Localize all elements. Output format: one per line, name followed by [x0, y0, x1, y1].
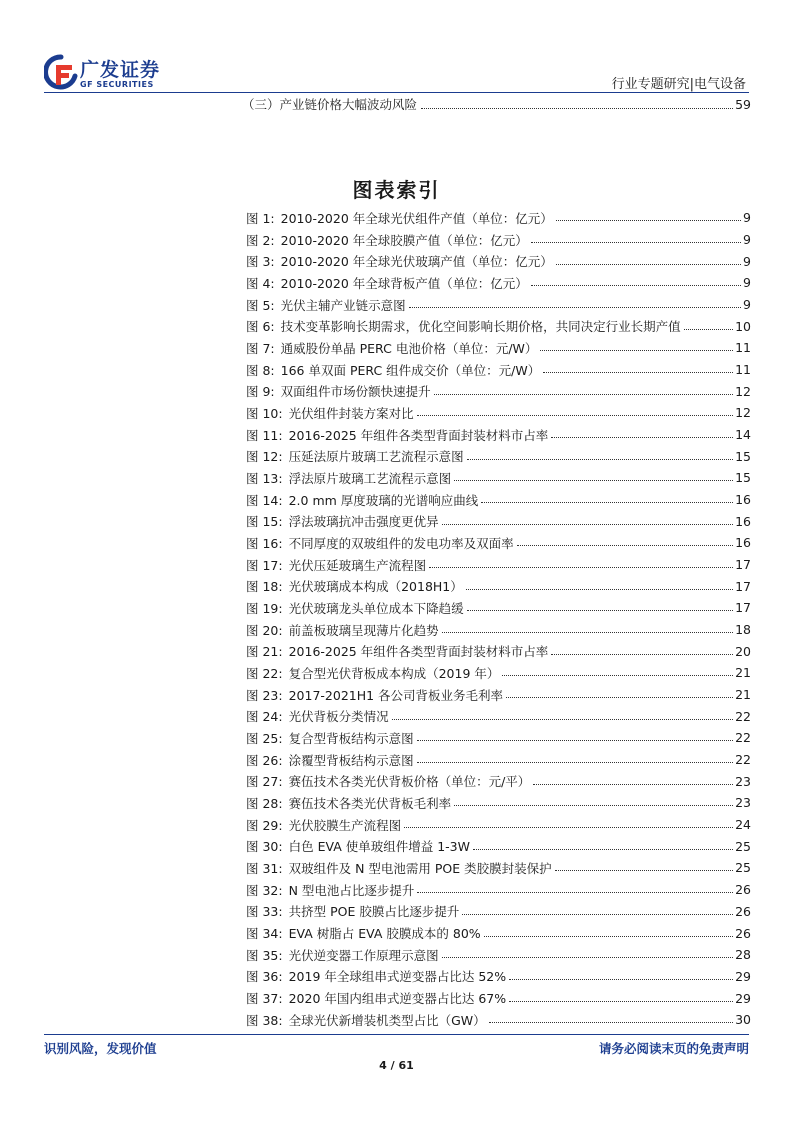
figure-page: 20: [735, 643, 751, 659]
figure-page: 26: [735, 903, 751, 919]
figure-page: 16: [735, 535, 751, 551]
figure-caption: 166 单双面 PERC 组件成交价（单位：元/W）: [280, 362, 541, 378]
figure-label: 图 38:: [246, 1012, 283, 1028]
toc-leader-dots: [417, 892, 733, 893]
figure-index-row[interactable]: [246, 966, 751, 988]
figure-label: 图 3:: [246, 254, 275, 270]
figure-index-row[interactable]: [246, 207, 751, 229]
toc-leader-dots: [556, 220, 741, 221]
figure-index-row[interactable]: [246, 727, 751, 749]
page-number: [0, 1059, 793, 1072]
figure-label: 图 23:: [246, 687, 283, 703]
toc-leader-dots: [533, 784, 733, 785]
figure-index-row[interactable]: [246, 792, 751, 814]
figure-caption: 2010-2020 年全球背板产值（单位：亿元）: [280, 275, 528, 291]
toc-leader-dots: [543, 372, 733, 373]
figure-label: 图 20:: [246, 622, 283, 638]
header-divider: [44, 92, 749, 93]
toc-leader-dots: [466, 589, 733, 590]
figure-caption: 光伏玻璃成本构成（2018H1）: [288, 579, 463, 595]
toc-leader-dots: [531, 242, 741, 243]
figure-caption: 2010-2020 年全球光伏组件产值（单位：亿元）: [280, 210, 553, 226]
toc-leader-dots: [517, 545, 733, 546]
figure-index-row[interactable]: [246, 879, 751, 901]
figure-index-row[interactable]: [246, 857, 751, 879]
toc-leader-dots: [421, 108, 733, 109]
figure-label: 图 6:: [246, 319, 275, 335]
figure-index-row[interactable]: [246, 901, 751, 923]
figure-page: 22: [735, 752, 751, 768]
figure-label: 图 18:: [246, 579, 283, 595]
figure-label: 图 12:: [246, 449, 283, 465]
figure-label: 图 26:: [246, 752, 283, 768]
figure-caption: 涂覆型背板结构示意图: [288, 752, 414, 768]
figure-caption: 2016-2025 年组件各类型背面封装材料市占率: [288, 427, 549, 443]
toc-leader-dots: [442, 957, 733, 958]
figure-label: 图 11:: [246, 427, 283, 443]
figure-caption: 2016-2025 年组件各类型背面封装材料市占率: [288, 644, 549, 660]
figure-page: 25: [735, 860, 751, 876]
figure-index-row[interactable]: [246, 272, 751, 294]
figure-page: 15: [735, 470, 751, 486]
figure-index-row[interactable]: [246, 402, 751, 424]
figure-caption: 白色 EVA 使单玻组件增益 1-3W: [288, 839, 470, 855]
figure-page: 15: [735, 448, 751, 464]
figure-index-row[interactable]: [246, 619, 751, 641]
logo-english-name: GF SECURITIES: [80, 80, 154, 89]
figure-index-row[interactable]: [246, 424, 751, 446]
figure-label: 图 27:: [246, 774, 283, 790]
figure-label: 图 24:: [246, 709, 283, 725]
toc-leader-dots: [467, 610, 733, 611]
figure-index-row[interactable]: [246, 705, 751, 727]
figure-label: 图 34:: [246, 926, 283, 941]
figure-label: 图 10:: [246, 405, 283, 421]
figure-page: 29: [735, 990, 751, 1006]
toc-leader-dots: [481, 502, 733, 503]
figure-caption: 技术变革影响长期需求，优化空间影响长期价格，共同决定行业长期产值: [280, 319, 681, 335]
figure-page: 9: [743, 210, 751, 226]
figure-label: 图 37:: [246, 991, 283, 1007]
figure-page: 18: [735, 622, 751, 638]
page-separator: /: [386, 1059, 399, 1072]
toc-leader-dots: [392, 719, 733, 720]
figure-index-row[interactable]: [246, 987, 751, 1009]
toc-entry-title: （三）产业链价格大幅波动风险: [242, 97, 418, 112]
figure-page: 9: [743, 253, 751, 269]
figure-page: 21: [735, 687, 751, 703]
figure-caption: EVA 树脂占 EVA 胶膜成本的 80%: [288, 926, 481, 941]
toc-leader-dots: [473, 849, 733, 850]
figure-index-title: 图表索引: [352, 178, 441, 202]
figure-label: 图 15:: [246, 514, 283, 530]
figure-page: 22: [735, 730, 751, 746]
figure-page: 29: [735, 968, 751, 984]
figure-label: 图 1:: [246, 210, 275, 226]
figure-caption: 2010-2020 年全球光伏玻璃产值（单位：亿元）: [280, 254, 553, 270]
figure-index-row[interactable]: [246, 250, 751, 272]
figure-index-row[interactable]: [246, 662, 751, 684]
figure-caption: 通威股份单晶 PERC 电池价格（单位：元/W）: [280, 340, 538, 356]
figure-caption: 2010-2020 年全球胶膜产值（单位：亿元）: [280, 232, 528, 248]
figure-page: 11: [735, 340, 751, 356]
figure-index-row[interactable]: [246, 337, 751, 359]
toc-leader-dots: [417, 415, 733, 416]
page-total: 61: [398, 1059, 414, 1072]
figure-page: 21: [735, 665, 751, 681]
figure-page: 14: [735, 427, 751, 443]
figure-caption: 光伏胶膜生产流程图: [288, 817, 402, 833]
figure-label: 图 36:: [246, 969, 283, 985]
toc-leader-dots: [509, 979, 733, 980]
figure-page: 12: [735, 383, 751, 399]
figure-page: 25: [735, 838, 751, 854]
toc-leader-dots: [555, 870, 733, 871]
figure-caption: 双玻组件及 N 型电池需用 POE 类胶膜封装保护: [288, 860, 552, 876]
figure-label: 图 7:: [246, 340, 275, 356]
figure-index-row[interactable]: [246, 467, 751, 489]
footer-divider: [44, 1034, 749, 1035]
figure-page: 22: [735, 708, 751, 724]
figure-caption: 2020 年国内组串式逆变器占比达 67%: [288, 991, 507, 1007]
figure-index-row[interactable]: [246, 770, 751, 792]
toc-leader-dots: [467, 459, 733, 460]
figure-caption: 前盖板玻璃呈现薄片化趋势: [288, 622, 439, 638]
figure-page: 30: [735, 1012, 751, 1028]
toc-leader-dots: [462, 914, 733, 915]
figure-caption: 浮法玻璃抗冲击强度更优异: [288, 514, 439, 530]
figure-index-row[interactable]: [246, 835, 751, 857]
report-category: 行业专题研究|电气设备: [611, 77, 746, 92]
figure-label: 图 8:: [246, 362, 275, 378]
figure-caption: 光伏玻璃龙头单位成本下降趋缓: [288, 600, 464, 616]
toc-leader-dots: [442, 632, 733, 633]
figure-caption: 光伏背板分类情况: [288, 709, 389, 725]
figure-page: 16: [735, 513, 751, 529]
toc-leader-dots: [417, 762, 733, 763]
figure-index-row[interactable]: [246, 294, 751, 316]
figure-caption: 2019 年全球组串式逆变器占比达 52%: [288, 969, 507, 985]
figure-index-row[interactable]: [246, 229, 751, 251]
figure-index-row[interactable]: [246, 554, 751, 576]
toc-entry[interactable]: [242, 95, 751, 112]
figure-page: 24: [735, 817, 751, 833]
figure-label: 图 33:: [246, 904, 283, 920]
figure-caption: 2017-2021H1 各公司背板业务毛利率: [288, 687, 504, 703]
figure-caption: 光伏压延玻璃生产流程图: [288, 557, 427, 573]
figure-label: 图 28:: [246, 795, 283, 811]
company-logo: [44, 54, 174, 94]
figure-caption: 赛伍技术各类光伏背板价格（单位：元/平）: [288, 774, 531, 790]
figure-label: 图 19:: [246, 600, 283, 616]
figure-page: 23: [735, 795, 751, 811]
figure-page: 26: [735, 882, 751, 898]
figure-caption: 赛伍技术各类光伏背板毛利率: [288, 795, 452, 811]
figure-index-list: [246, 207, 751, 1031]
toc-leader-dots: [684, 329, 733, 330]
figure-index-row[interactable]: [246, 597, 751, 619]
toc-leader-dots: [502, 675, 733, 676]
logo-chinese-name: 广发证券: [80, 59, 161, 81]
footer-slogan: 识别风险，发现价值: [44, 1041, 157, 1056]
figure-index-row[interactable]: [246, 640, 751, 662]
figure-index-row[interactable]: [246, 814, 751, 836]
toc-leader-dots: [551, 654, 733, 655]
toc-leader-dots: [509, 1001, 733, 1002]
figure-caption: 复合型背板结构示意图: [288, 730, 414, 746]
figure-index-row[interactable]: [246, 922, 751, 944]
toc-leader-dots: [442, 524, 733, 525]
figure-page: 11: [735, 362, 751, 378]
toc-leader-dots: [454, 805, 733, 806]
figure-index-row[interactable]: [246, 489, 751, 511]
figure-caption: 浮法原片玻璃工艺流程示意图: [288, 470, 452, 486]
figure-caption: 共挤型 POE 胶膜占比逐步提升: [288, 904, 460, 920]
figure-label: 图 9:: [246, 384, 275, 400]
toc-leader-dots: [489, 1022, 733, 1023]
figure-label: 图 30:: [246, 839, 283, 855]
figure-caption: 压延法原片玻璃工艺流程示意图: [288, 449, 464, 465]
figure-index-row[interactable]: [246, 315, 751, 337]
toc-leader-dots: [404, 827, 733, 828]
figure-label: 图 14:: [246, 492, 283, 508]
figure-page: 16: [735, 492, 751, 508]
toc-leader-dots: [506, 697, 733, 698]
toc-leader-dots: [409, 307, 741, 308]
figure-index-row[interactable]: [246, 575, 751, 597]
figure-page: 9: [743, 297, 751, 313]
figure-label: 图 32:: [246, 882, 283, 898]
figure-caption: 光伏组件封装方案对比: [288, 405, 414, 421]
figure-label: 图 22:: [246, 665, 283, 681]
toc-entry-page: 59: [735, 97, 751, 112]
toc-leader-dots: [417, 740, 733, 741]
figure-label: 图 17:: [246, 557, 283, 573]
figure-index-row[interactable]: [246, 359, 751, 381]
toc-leader-dots: [429, 567, 733, 568]
figure-caption: 2.0 mm 厚度玻璃的光谱响应曲线: [288, 492, 479, 508]
figure-label: 图 16:: [246, 535, 283, 551]
figure-page: 28: [735, 947, 751, 963]
figure-caption: N 型电池占比逐步提升: [288, 882, 415, 898]
figure-index-row[interactable]: [246, 380, 751, 402]
figure-page: 12: [735, 405, 751, 421]
figure-label: 图 21:: [246, 644, 283, 660]
figure-page: 17: [735, 557, 751, 573]
figure-caption: 全球光伏新增装机类型占比（GW）: [288, 1012, 486, 1028]
gf-logo-icon: [44, 54, 78, 90]
toc-leader-dots: [454, 480, 733, 481]
toc-leader-dots: [434, 394, 733, 395]
figure-caption: 双面组件市场份额快速提升: [280, 384, 431, 400]
page-current: 4: [379, 1059, 387, 1072]
figure-label: 图 31:: [246, 860, 283, 876]
figure-page: 17: [735, 578, 751, 594]
footer-disclaimer: 请务必阅读末页的免责声明: [598, 1041, 749, 1056]
figure-label: 图 25:: [246, 730, 283, 746]
figure-index-row[interactable]: [246, 684, 751, 706]
figure-page: 10: [735, 318, 751, 334]
toc-leader-dots: [484, 936, 733, 937]
figure-index-row[interactable]: [246, 1009, 751, 1031]
figure-page: 17: [735, 600, 751, 616]
figure-index-row[interactable]: [246, 944, 751, 966]
figure-index-row[interactable]: [246, 749, 751, 771]
figure-label: 图 35:: [246, 947, 283, 963]
figure-caption: 复合型光伏背板成本构成（2019 年）: [288, 665, 500, 681]
figure-caption: 不同厚度的双玻组件的发电功率及双面率: [288, 535, 514, 551]
toc-leader-dots: [531, 285, 741, 286]
toc-leader-dots: [540, 350, 733, 351]
toc-leader-dots: [551, 437, 733, 438]
figure-page: 23: [735, 773, 751, 789]
figure-index-row[interactable]: [246, 532, 751, 554]
figure-label: 图 5:: [246, 297, 275, 313]
figure-page: 9: [743, 275, 751, 291]
figure-label: 图 13:: [246, 470, 283, 486]
figure-caption: 光伏逆变器工作原理示意图: [288, 947, 439, 963]
figure-label: 图 29:: [246, 817, 283, 833]
figure-page: 9: [743, 232, 751, 247]
figure-index-row[interactable]: [246, 445, 751, 467]
figure-label: 图 4:: [246, 275, 275, 291]
figure-page: 26: [735, 925, 751, 941]
figure-index-row[interactable]: [246, 510, 751, 532]
toc-leader-dots: [556, 264, 741, 265]
figure-label: 图 2:: [246, 232, 275, 248]
figure-caption: 光伏主辅产业链示意图: [280, 297, 406, 313]
